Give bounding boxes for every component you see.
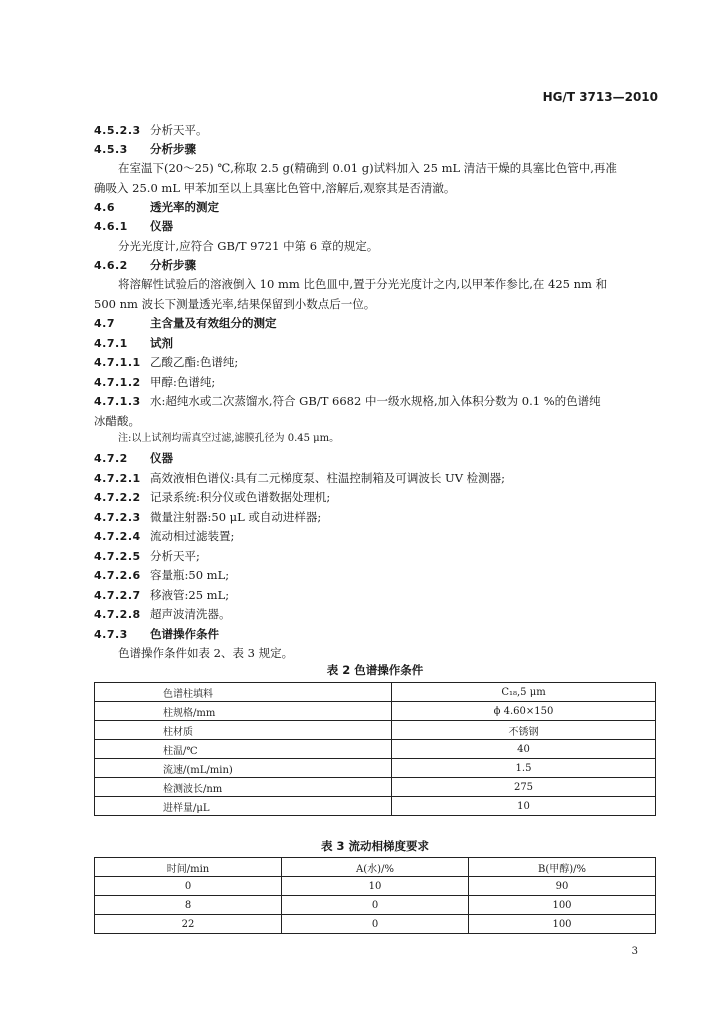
clause-text: 分析天平。 xyxy=(150,123,208,137)
value-cell: ϕ 4.60×150 xyxy=(392,702,656,721)
text-line xyxy=(94,257,654,274)
parameter-cell: 检测波长/nm xyxy=(95,778,392,797)
clause-text: 超声波清洗器。 xyxy=(150,607,231,621)
page-number: 3 xyxy=(631,946,638,957)
clause-text: 水:超纯水或二次蒸馏水,符合 GB/T 6682 中一级水规格,加入体积分数为 0.1 %的色谱纯 xyxy=(150,394,601,408)
clause-number: 4.7.2 xyxy=(94,452,128,465)
text-line xyxy=(94,567,654,584)
value-cell: 1.5 xyxy=(392,759,656,778)
value-cell: 10 xyxy=(392,797,656,816)
clause-text: 甲醇:色谱纯; xyxy=(150,375,216,389)
clause-number: 4.7.1.3 xyxy=(94,395,141,408)
table-cell: 0 xyxy=(282,915,469,934)
table-cell: 100 xyxy=(469,915,656,934)
clause-heading: 仪器 xyxy=(150,451,173,465)
text-line xyxy=(94,413,654,429)
clause-number: 4.7.2.4 xyxy=(94,530,141,543)
clause-text: 乙酸乙酯:色谱纯; xyxy=(150,355,239,369)
value-cell: C₁₈,5 μm xyxy=(392,683,656,702)
table-cell: 22 xyxy=(95,915,282,934)
text-line xyxy=(94,122,654,139)
table-row xyxy=(95,778,656,797)
column-header: A(水)/% xyxy=(282,858,469,877)
clause-text: 分析天平; xyxy=(150,549,200,563)
column-header: 时间/min xyxy=(95,858,282,877)
text-line xyxy=(94,587,654,604)
clause-text: 微量注射器:50 μL 或自动进样器; xyxy=(150,510,322,524)
parameter-cell: 柱规格/mm xyxy=(95,702,392,721)
clause-text: 500 nm 波长下测量透光率,结果保留到小数点后一位。 xyxy=(94,297,376,311)
clause-text: 确吸入 25.0 mL 甲苯加至以上具塞比色管中,溶解后,观察其是否清澈。 xyxy=(94,181,456,195)
clause-number: 4.7.2.1 xyxy=(94,472,141,485)
clause-text: 色谱操作条件如表 2、表 3 规定。 xyxy=(118,646,294,660)
gradient-table xyxy=(94,857,656,934)
clause-number: 4.7.2.8 xyxy=(94,608,141,621)
table-cell: 0 xyxy=(95,877,282,896)
table-row xyxy=(95,683,656,702)
text-line xyxy=(94,374,654,391)
clause-heading: 色谱操作条件 xyxy=(150,627,219,641)
table-row xyxy=(95,797,656,816)
clause-text: 高效液相色谱仪:具有二元梯度泵、柱温控制箱及可调波长 UV 检测器; xyxy=(150,471,506,485)
parameter-cell: 柱温/℃ xyxy=(95,740,392,759)
value-cell: 40 xyxy=(392,740,656,759)
clause-heading: 仪器 xyxy=(150,219,173,233)
clause-number: 4.7.2.3 xyxy=(94,511,141,524)
clause-number: 4.7.1.1 xyxy=(94,356,141,369)
standard-code: HG/T 3713—2010 xyxy=(542,90,658,104)
table-cell: 8 xyxy=(95,896,282,915)
parameter-cell: 流速/(mL/min) xyxy=(95,759,392,778)
clause-text: 移液管:25 mL; xyxy=(150,588,230,602)
table3-caption: 表 3 流动相梯度要求 xyxy=(320,839,429,853)
clause-text: 冰醋酸。 xyxy=(94,414,140,428)
clause-text: 注:以上试剂均需真空过滤,滤膜孔径为 0.45 μm。 xyxy=(118,433,340,444)
clause-number: 4.7.2.6 xyxy=(94,569,141,582)
clause-text: 分光光度计,应符合 GB/T 9721 中第 6 章的规定。 xyxy=(118,239,379,253)
text-line xyxy=(94,296,654,312)
clause-heading: 主含量及有效组分的测定 xyxy=(150,316,277,330)
parameter-cell: 柱材质 xyxy=(95,721,392,740)
clause-number: 4.6.2 xyxy=(94,259,128,272)
value-cell: 275 xyxy=(392,778,656,797)
table-cell: 0 xyxy=(282,896,469,915)
clause-number: 4.7.1.2 xyxy=(94,376,141,389)
text-line xyxy=(118,645,678,661)
clause-number: 4.5.2.3 xyxy=(94,124,141,137)
clause-number: 4.6 xyxy=(94,201,115,214)
text-line xyxy=(94,315,654,332)
clause-text: 流动相过滤装置; xyxy=(150,529,235,543)
value-cell: 不锈钢 xyxy=(392,721,656,740)
clause-text: 将溶解性试验后的溶液倒入 10 mm 比色皿中,置于分光光度计之内,以甲苯作参比,在 425 nm 和 xyxy=(118,277,608,291)
text-line xyxy=(94,509,654,526)
text-line xyxy=(94,548,654,565)
table-cell: 10 xyxy=(282,877,469,896)
table-row xyxy=(95,759,656,778)
text-line xyxy=(94,450,654,467)
clause-heading: 透光率的测定 xyxy=(150,200,219,214)
clause-heading: 分析步骤 xyxy=(150,142,196,156)
text-line xyxy=(118,160,678,176)
clause-text: 容量瓶:50 mL; xyxy=(150,568,230,582)
chromatography-conditions-table xyxy=(94,682,656,816)
clause-number: 4.7.2.7 xyxy=(94,589,141,602)
text-line xyxy=(94,528,654,545)
text-line xyxy=(94,489,654,506)
text-line xyxy=(94,626,654,643)
text-line xyxy=(94,199,654,216)
parameter-cell: 色谱柱填料 xyxy=(95,683,392,702)
clause-number: 4.6.1 xyxy=(94,220,128,233)
column-header: B(甲醇)/% xyxy=(469,858,656,877)
clause-number: 4.7.3 xyxy=(94,628,128,641)
table-row xyxy=(95,896,656,915)
table-row xyxy=(95,915,656,934)
text-line xyxy=(94,393,654,410)
clause-number: 4.7.2.5 xyxy=(94,550,141,563)
clause-heading: 试剂 xyxy=(150,336,173,350)
table-row xyxy=(95,721,656,740)
table-cell: 90 xyxy=(469,877,656,896)
text-line xyxy=(94,218,654,235)
table-row xyxy=(95,740,656,759)
text-line xyxy=(118,431,678,447)
text-line xyxy=(94,180,654,196)
clause-heading: 分析步骤 xyxy=(150,258,196,272)
table-cell: 100 xyxy=(469,896,656,915)
text-line xyxy=(94,470,654,487)
clause-number: 4.7.1 xyxy=(94,337,128,350)
text-line xyxy=(94,606,654,623)
table2-caption: 表 2 色谱操作条件 xyxy=(326,663,424,677)
clause-number: 4.7.2.2 xyxy=(94,491,141,504)
clause-number: 4.7 xyxy=(94,317,115,330)
text-line xyxy=(94,335,654,352)
clause-text: 在室温下(20～25) ℃,称取 2.5 g(精确到 0.01 g)试料加入 25 mL 清洁干燥的具塞比色管中,再准 xyxy=(118,161,617,175)
table-row xyxy=(95,877,656,896)
text-line xyxy=(94,354,654,371)
text-line xyxy=(118,276,678,292)
clause-number: 4.5.3 xyxy=(94,143,128,156)
parameter-cell: 进样量/μL xyxy=(95,797,392,816)
table-row xyxy=(95,702,656,721)
clause-text: 记录系统:积分仪或色谱数据处理机; xyxy=(150,490,331,504)
text-line xyxy=(118,238,678,254)
text-line xyxy=(94,141,654,158)
